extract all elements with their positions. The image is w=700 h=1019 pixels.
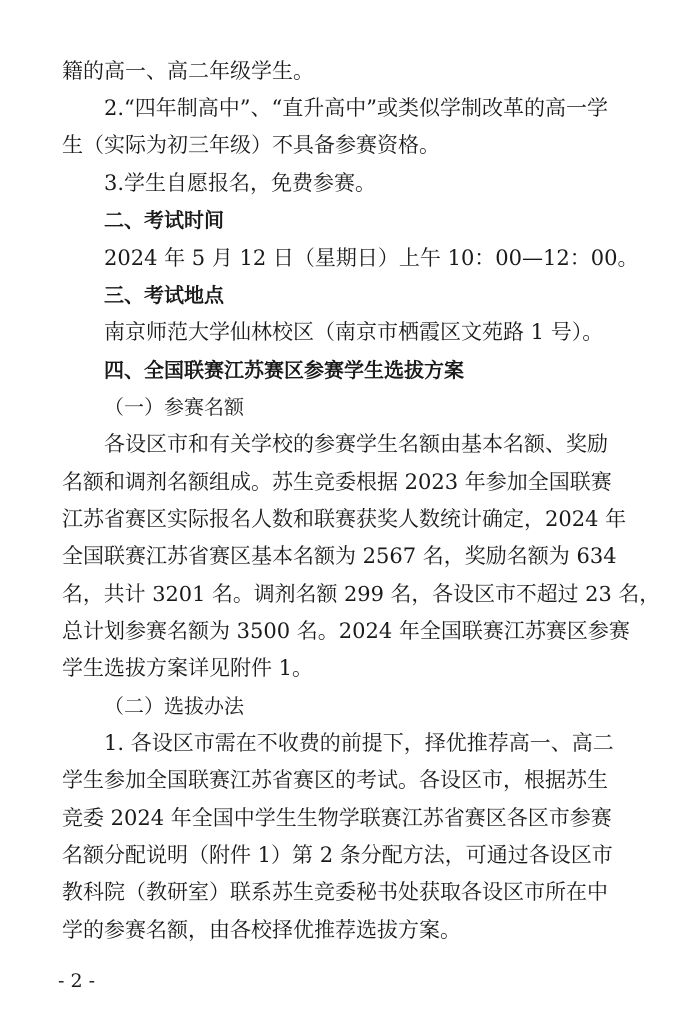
- body-line: 1. 各设区市需在不收费的前提下，择优推荐高一、高二: [104, 731, 614, 755]
- body-line: 总计划参赛名额为 3500 名。2024 年全国联赛江苏赛区参赛: [62, 619, 630, 643]
- body-line: 2.“四年制高中”、“直升高中”或类似学制改革的高一学: [104, 96, 608, 120]
- body-line: 名额分配说明（附件 1）第 2 条分配方法，可通过各设区市: [62, 843, 613, 867]
- subsection-heading: （二）选拔办法: [104, 694, 244, 718]
- body-line: 名额和调剂名额组成。苏生竞委根据 2023 年参加全国联赛: [62, 470, 612, 494]
- body-line: 教科院（教研室）联系苏生竞委秘书处获取各设区市所在中: [62, 880, 608, 904]
- section-heading: 二、考试时间: [104, 208, 224, 232]
- body-line: 籍的高一、高二年级学生。: [62, 59, 314, 83]
- body-line: 全国联赛江苏省赛区基本名额为 2567 名，奖励名额为 634: [62, 544, 617, 568]
- body-line: 江苏省赛区实际报名人数和联赛获奖人数统计确定，2024 年: [62, 507, 627, 531]
- page-number: - 2 -: [58, 970, 96, 992]
- body-line: 学的参赛名额，由各校择优推荐选拔方案。: [62, 918, 461, 942]
- subsection-heading: （一）参赛名额: [104, 395, 244, 419]
- body-line: 各设区市和有关学校的参赛学生名额由基本名额、奖励: [104, 432, 608, 456]
- body-line: 名，共计 3201 名。调剂名额 299 名，各设区市不超过 23 名，: [62, 582, 661, 606]
- body-line: 学生参加全国联赛江苏省赛区的考试。各设区市，根据苏生: [62, 768, 608, 792]
- body-line: 南京师范大学仙林校区（南京市栖霞区文苑路 1 号）。: [104, 320, 604, 344]
- body-line: 竞委 2024 年全国中学生生物学联赛江苏省赛区各区市参赛: [62, 806, 612, 830]
- section-heading: 三、考试地点: [104, 283, 224, 307]
- body-line: 学生选拔方案详见附件 1。: [62, 656, 314, 680]
- body-line: 生（实际为初三年级）不具备参赛资格。: [62, 133, 440, 157]
- body-line: 2024 年 5 月 12 日（星期日）上午 10：00—12：00。: [104, 246, 639, 270]
- section-heading: 四、全国联赛江苏赛区参赛学生选拔方案: [104, 358, 464, 382]
- body-line: 3.学生自愿报名，免费参赛。: [104, 171, 377, 195]
